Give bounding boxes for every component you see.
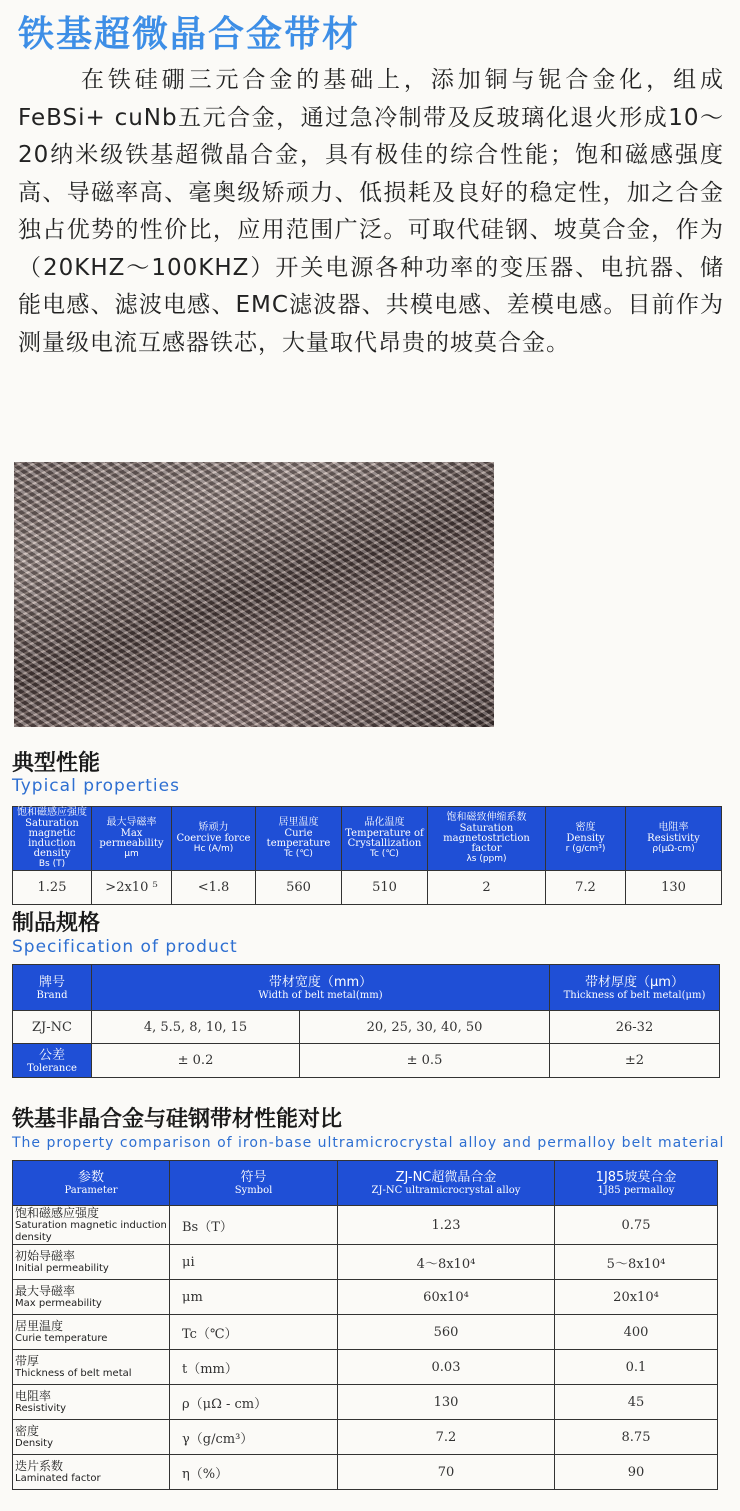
compare-symbol: Tc（℃）	[170, 1315, 338, 1350]
compare-row	[13, 1206, 718, 1245]
compare-header-row	[13, 1161, 718, 1206]
typical-value: 130	[626, 871, 722, 905]
compare-symbol: η（%）	[170, 1455, 338, 1490]
typical-value: 7.2	[546, 871, 626, 905]
typical-value: 1.25	[13, 871, 92, 905]
compare-symbol: Bs（T）	[170, 1206, 338, 1245]
compare-value-a: 0.03	[338, 1350, 555, 1385]
typical-value: <1.8	[172, 871, 256, 905]
spec-brand: ZJ-NC	[13, 1011, 92, 1044]
typical-value: 2	[428, 871, 546, 905]
spec-tolerance-label: 公差 Tolerance	[13, 1044, 92, 1078]
typical-col-header: 晶化温度 Temperature of Crystallization Tc (℃)	[342, 807, 428, 871]
typical-heading-en: Typical properties	[12, 776, 180, 796]
compare-param: 迭片系数 Laminated factor	[13, 1455, 170, 1490]
compare-value-a: 4～8x10⁴	[338, 1245, 555, 1280]
compare-value-b: 20x10⁴	[555, 1280, 718, 1315]
spec-width-a: 4, 5.5, 8, 10, 15	[92, 1011, 300, 1044]
compare-heading-en: The property comparison of iron-base ultramicrocrystal alloy and permalloy belt material	[12, 1135, 725, 1151]
typical-col-header: 居里温度 Curie temperature Tc (℃)	[256, 807, 342, 871]
compare-col-header: 1J85坡莫合金 1J85 permalloy	[555, 1161, 718, 1206]
typical-col-header: 电阻率 Resistivity ρ(μΩ-cm)	[626, 807, 722, 871]
page-title: 铁基超微晶合金带材	[18, 14, 361, 55]
compare-col-header: ZJ-NC超微晶合金 ZJ-NC ultramicrocrystal alloy	[338, 1161, 555, 1206]
compare-symbol: ρ（μΩ - cm）	[170, 1385, 338, 1420]
compare-symbol: γ（g/cm³）	[170, 1420, 338, 1455]
intro-paragraph	[18, 62, 724, 362]
typical-header-row	[13, 807, 722, 871]
typical-value: >2x10 ⁵	[92, 871, 172, 905]
spec-thickness-header: 带材厚度（μm） Thickness of belt metal(μm)	[550, 965, 720, 1011]
compare-param: 最大导磁率 Max permeability	[13, 1280, 170, 1315]
comparison-table	[12, 1160, 718, 1490]
typical-col-header: 矫顽力 Coercive force Hc (A/m)	[172, 807, 256, 871]
compare-value-a: 560	[338, 1315, 555, 1350]
compare-row	[13, 1350, 718, 1385]
compare-row	[13, 1315, 718, 1350]
compare-param: 初始导磁率 Initial permeability	[13, 1245, 170, 1280]
spec-heading-en: Specification of product	[12, 937, 238, 957]
typical-value: 560	[256, 871, 342, 905]
typical-col-header: 饱和磁致伸缩系数 Saturation magnetostriction factor λs (ppm)	[428, 807, 546, 871]
compare-heading-cn: 铁基非晶合金与硅钢带材性能对比	[12, 1107, 343, 1132]
spec-tolerance-a: ± 0.2	[92, 1044, 300, 1078]
compare-symbol: μi	[170, 1245, 338, 1280]
compare-value-a: 60x10⁴	[338, 1280, 555, 1315]
intro-text: 在铁硅硼三元合金的基础上，添加铜与铌合金化，组成FeBSi+ cuNb五元合金，通过急冷制带及反玻璃化退火形成10～20纳米级铁基超微晶合金，具有极佳的综合性能；饱和磁感强度高、导磁率高、毫奥级矫顽力、低损耗及良好的稳定性，加之合金独占优势的性价比，应用范围广泛。可取代硅钢、坡莫合金，作为（20KHZ～100KHZ）开关电源各种功率的变压器、电抗器、储能电感、滤波电感、EMC滤波器、共模电感、差模电感。目前作为测量级电流互感器铁芯，大量取代昂贵的坡莫合金。	[18, 67, 724, 356]
compare-symbol: μm	[170, 1280, 338, 1315]
compare-param: 电阻率 Resistivity	[13, 1385, 170, 1420]
compare-value-b: 45	[555, 1385, 718, 1420]
compare-row	[13, 1455, 718, 1490]
compare-row	[13, 1420, 718, 1455]
specification-table	[12, 964, 720, 1078]
compare-param: 带厚 Thickness of belt metal	[13, 1350, 170, 1385]
compare-value-b: 0.75	[555, 1206, 718, 1245]
spec-brand-header: 牌号 Brand	[13, 965, 92, 1011]
spec-heading-cn: 制品规格	[12, 911, 101, 936]
compare-symbol: t（mm）	[170, 1350, 338, 1385]
typical-col-header: 最大导磁率 Max permeability μm	[92, 807, 172, 871]
spec-value-row	[13, 1011, 720, 1044]
typical-col-header: 密度 Density r (g/cm³)	[546, 807, 626, 871]
compare-col-header: 参数 Parameter	[13, 1161, 170, 1206]
spec-tolerance-b: ± 0.5	[300, 1044, 550, 1078]
spec-tolerance-c: ±2	[550, 1044, 720, 1078]
compare-value-b: 400	[555, 1315, 718, 1350]
compare-col-header: 符号 Symbol	[170, 1161, 338, 1206]
compare-row	[13, 1245, 718, 1280]
compare-value-a: 1.23	[338, 1206, 555, 1245]
typical-value: 510	[342, 871, 428, 905]
compare-row	[13, 1280, 718, 1315]
spec-width-header: 带材宽度（mm） Width of belt metal(mm)	[92, 965, 550, 1011]
typical-properties-table	[12, 806, 722, 905]
compare-value-a: 70	[338, 1455, 555, 1490]
compare-value-a: 130	[338, 1385, 555, 1420]
compare-value-b: 90	[555, 1455, 718, 1490]
compare-param: 饱和磁感应强度 Saturation magnetic induction density	[13, 1206, 170, 1245]
compare-value-a: 7.2	[338, 1420, 555, 1455]
spec-thickness: 26-32	[550, 1011, 720, 1044]
compare-param: 密度 Density	[13, 1420, 170, 1455]
compare-value-b: 5～8x10⁴	[555, 1245, 718, 1280]
typical-value-row	[13, 871, 722, 905]
compare-param: 居里温度 Curie temperature	[13, 1315, 170, 1350]
spec-tolerance-row	[13, 1044, 720, 1078]
spec-width-b: 20, 25, 30, 40, 50	[300, 1011, 550, 1044]
typical-heading-cn: 典型性能	[12, 751, 101, 776]
typical-col-header: 饱和磁感应强度 Saturation magnetic induction density Bs (T)	[13, 807, 92, 871]
ribbon-photo	[14, 462, 494, 727]
compare-value-b: 8.75	[555, 1420, 718, 1455]
compare-value-b: 0.1	[555, 1350, 718, 1385]
spec-header-row	[13, 965, 720, 1011]
compare-row	[13, 1385, 718, 1420]
